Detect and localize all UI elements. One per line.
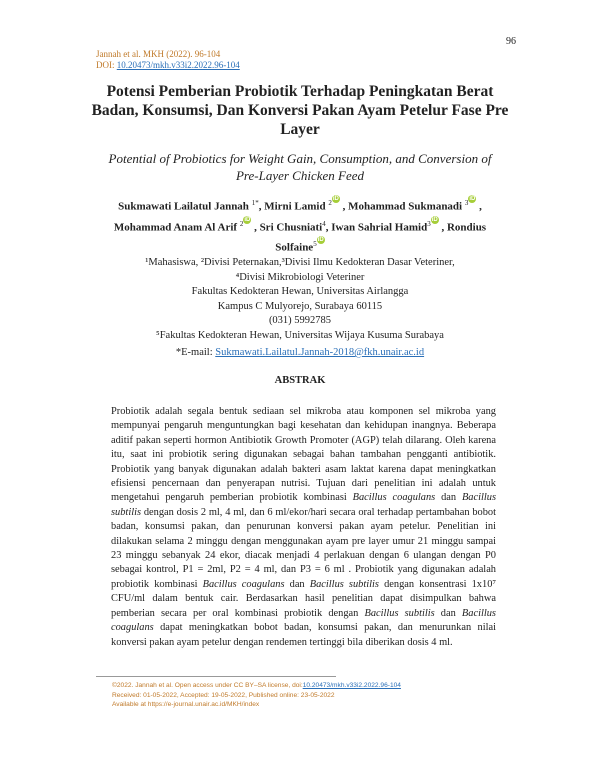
abstract-heading: ABSTRAK — [274, 375, 326, 386]
affiliation-line: ¹Mahasiswa, ²Divisi Peternakan,³Divisi Ilmu Kedokteran Dasar Veteriner, — [145, 257, 455, 268]
doi-label: DOI: — [96, 60, 117, 70]
footer-doi-link[interactable]: 10.20473/mkh.v33i2.2022.96-104 — [302, 682, 401, 689]
affiliation-line: ⁵Fakultas Kedokteran Hewan, Universitas Wijaya Kusuma Surabaya — [156, 329, 444, 341]
paper-subtitle: Potential of Probiotics for Weight Gain, Consumption, and Conversion of Pre-Layer Chicken Feed — [108, 151, 492, 183]
affiliation-line: (031) 5992785 — [268, 315, 332, 326]
email-label: *E-mail: — [175, 347, 216, 358]
author-affiliation-mark: 1* — [251, 199, 259, 207]
affiliation-line: Kampus C Mulyorejo, Surabaya 60115 — [217, 300, 383, 312]
footer — [112, 681, 401, 710]
author-affiliation-mark: 5 — [313, 240, 317, 249]
page-number: 96 — [506, 36, 516, 47]
orcid-icon[interactable]: iD — [332, 196, 339, 202]
author-name: Iwan Sahrial Hamid — [331, 221, 428, 234]
publication-dates: Received: 01-05-2022, Accepted: 19-05-2022, Published online: 23-05-2022 — [112, 691, 335, 699]
author-name: Mohammad Anam Al Arif — [113, 221, 238, 234]
affiliations — [110, 256, 490, 343]
orcid-icon[interactable]: iD — [431, 216, 438, 223]
availability-line: Available at https://e-journal.unair.ac.id/MKH/index — [112, 701, 260, 708]
author-affiliation-mark: 3 — [427, 219, 431, 228]
author-list: Sukmawati Lailatul Jannah $^{1*}$, Mirni Lamid $^2$iD , Mohammad Sukmanadi $^3$iD , Mohammad Anam Al Arif $^2$iD , Sri Chusniati$^4$, Iwan Sahrial Hamid$^3$iD , Rondius Solfaine$^5$iD — [113, 196, 487, 254]
author-name: Sri Chusniati — [259, 221, 323, 234]
author-affiliation-mark: 4 — [322, 219, 326, 228]
footer-divider — [96, 676, 336, 677]
license-text: ©2022. Jannah et al. Open access under CC BY–SA license, doi: — [112, 682, 303, 689]
abstract-body: Probiotik adalah segala bentuk sediaan sel mikroba atau komponen sel mikroba yang mempunyai pengaruh menguntungkan bagi kesehatan dan kehidupan inangnya. Beberapa aditif pakan seperti hormon Antibiotik Growth Promoter (AGP) telah dilarang. Oleh karena itu, saat ini probiotik sering digunakan sebagai bahan tambahan pengganti antibiotik. Probiotik yang banyak digunakan adalah bakteri asam laktat karena dapat meningkatkan efisiensi pencernaan dan penyerapan nutrisi. Tujuan dari penelitian ini adalah untuk mengetahui pengaruh pemberian probiotik kombinasi Bacillus coagulans dan Bacillus subtilis dengan dosis 2 ml, 4 ml, dan 6 ml/ekor/hari secara oral terhadap pertambahan bobot badan, konsumsi pakan, dan penurunan konversi pakan ayam petelur. Penelitian ini dilakukan selama 2 minggu dengan menggunakan ayam pre layer umur 21 minggu sampai 23 minggu sebanyak 24 ekor, diacak menjadi 4 perlakuan dengan 6 ulangan dengan P0 sebagai kontrol, P1 = 2ml, P2 = 4 ml, dan P3 = 6 ml . Probiotik yang digunakan adalah probiotik kombinasi Bacillus coagulans dan Bacillus subtilis dengan konsentrasi 1x10⁷ CFU/ml dalam bentuk cair. Berdasarkan hasil penelitian dapat disimpulkan bahwa pemberian secara per oral kombinasi probiotik dengan Bacillus subtilis dan Bacillus coagulans dapat meningkatkan bobot badan, konsumsi pakan, dan menurunkan nilai konversi pakan ayam petelur dengan rendemen tertinggi bila diberikan dosis 4 ml. — [111, 406, 497, 648]
author-name: Mohammad Sukmanadi — [348, 200, 463, 213]
author-affiliation-mark: 3 — [464, 199, 469, 207]
orcid-icon[interactable]: iD — [469, 196, 476, 202]
author-name: Sukmawati Lailatul Jannah — [118, 200, 249, 213]
affiliation-line: ⁴Divisi Mikrobiologi Veteriner — [235, 271, 365, 283]
orcid-icon[interactable]: iD — [244, 216, 251, 223]
author-name: Rondius Solfaine — [275, 221, 487, 254]
doi-link[interactable]: 10.20473/mkh.v33i2.2022.96-104 — [116, 60, 240, 70]
email-link[interactable]: Sukmawati.Lailatul.Jannah-2018@fkh.unair.ac.id — [215, 347, 425, 358]
journal-reference — [96, 49, 240, 71]
journal-citation: Jannah et al. MKH (2022). 96-104 — [96, 49, 221, 59]
author-affiliation-mark: 2 — [239, 219, 244, 228]
affiliation-line: Fakultas Kedokteran Hewan, Universitas Airlangga — [191, 286, 409, 297]
corresponding-email — [100, 347, 500, 358]
paper-title: Potensi Pemberian Probiotik Terhadap Peningkatan Berat Badan, Konsumsi, Dan Konversi Pakan Ayam Petelur Fase Pre Layer — [91, 83, 509, 138]
license-line — [112, 681, 401, 691]
author-affiliation-mark: 2 — [328, 199, 332, 207]
doi-line — [96, 60, 240, 71]
author-name: Mirni Lamid — [264, 200, 326, 213]
orcid-icon[interactable]: iD — [317, 237, 324, 244]
